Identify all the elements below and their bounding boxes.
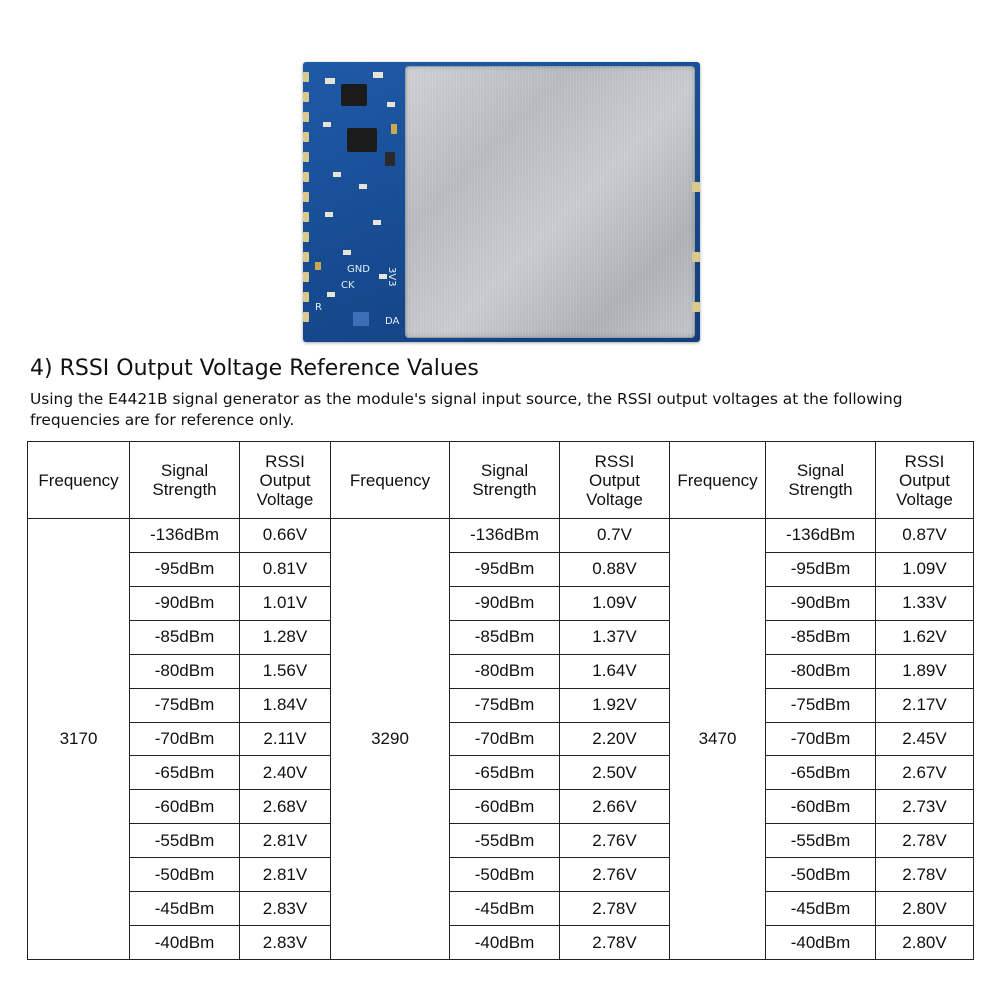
signal-strength-cell: -80dBm bbox=[130, 654, 240, 688]
table-row bbox=[28, 552, 974, 586]
signal-strength-cell: -65dBm bbox=[450, 756, 560, 790]
signal-strength-cell: -90dBm bbox=[450, 586, 560, 620]
rssi-voltage-cell: 2.50V bbox=[560, 756, 670, 790]
rssi-voltage-cell: 1.33V bbox=[876, 586, 974, 620]
header-signal-strength: Signal Strength bbox=[130, 442, 240, 519]
rssi-voltage-cell: 2.76V bbox=[560, 824, 670, 858]
signal-strength-cell: -70dBm bbox=[766, 722, 876, 756]
signal-strength-cell: -85dBm bbox=[130, 620, 240, 654]
rssi-voltage-cell: 1.37V bbox=[560, 620, 670, 654]
rssi-voltage-cell: 2.78V bbox=[876, 858, 974, 892]
frequency-cell: 3290 bbox=[331, 519, 450, 960]
signal-strength-cell: -50dBm bbox=[130, 858, 240, 892]
signal-strength-cell: -60dBm bbox=[766, 790, 876, 824]
rssi-voltage-cell: 2.45V bbox=[876, 722, 974, 756]
table-header bbox=[28, 442, 974, 519]
rssi-voltage-cell: 2.78V bbox=[560, 892, 670, 926]
signal-strength-cell: -75dBm bbox=[130, 688, 240, 722]
table-row bbox=[28, 858, 974, 892]
rssi-voltage-cell: 0.7V bbox=[560, 519, 670, 553]
signal-strength-cell: -55dBm bbox=[766, 824, 876, 858]
signal-strength-cell: -60dBm bbox=[450, 790, 560, 824]
rssi-voltage-cell: 1.01V bbox=[240, 586, 331, 620]
signal-strength-cell: -45dBm bbox=[450, 892, 560, 926]
signal-strength-cell: -136dBm bbox=[766, 519, 876, 553]
rssi-voltage-cell: 1.28V bbox=[240, 620, 331, 654]
signal-strength-cell: -75dBm bbox=[450, 688, 560, 722]
table-row bbox=[28, 519, 974, 553]
table-row bbox=[28, 722, 974, 756]
rssi-voltage-cell: 2.67V bbox=[876, 756, 974, 790]
svg-text:R: R bbox=[315, 302, 322, 313]
signal-strength-cell: -136dBm bbox=[130, 519, 240, 553]
rssi-voltage-cell: 2.80V bbox=[876, 926, 974, 960]
frequency-cell: 3470 bbox=[670, 519, 766, 960]
header-row bbox=[28, 442, 974, 519]
rssi-voltage-cell: 2.73V bbox=[876, 790, 974, 824]
header-rssi-output-voltage: RSSI Output Voltage bbox=[876, 442, 974, 519]
signal-strength-cell: -65dBm bbox=[130, 756, 240, 790]
signal-strength-cell: -90dBm bbox=[766, 586, 876, 620]
rssi-voltage-cell: 2.83V bbox=[240, 926, 331, 960]
header-signal-strength: Signal Strength bbox=[766, 442, 876, 519]
header-rssi-output-voltage: RSSI Output Voltage bbox=[560, 442, 670, 519]
signal-strength-cell: -85dBm bbox=[766, 620, 876, 654]
svg-text:DA: DA bbox=[385, 316, 400, 327]
table-row bbox=[28, 926, 974, 960]
pcb-components-area bbox=[303, 62, 403, 342]
signal-strength-cell: -40dBm bbox=[766, 926, 876, 960]
rssi-voltage-cell: 1.84V bbox=[240, 688, 331, 722]
rssi-voltage-cell: 2.80V bbox=[876, 892, 974, 926]
signal-strength-cell: -60dBm bbox=[130, 790, 240, 824]
signal-strength-cell: -45dBm bbox=[130, 892, 240, 926]
header-frequency: Frequency bbox=[331, 442, 450, 519]
rssi-voltage-cell: 1.09V bbox=[876, 552, 974, 586]
signal-strength-cell: -55dBm bbox=[130, 824, 240, 858]
signal-strength-cell: -50dBm bbox=[766, 858, 876, 892]
table-row bbox=[28, 790, 974, 824]
module-photo bbox=[303, 62, 700, 342]
signal-strength-cell: -70dBm bbox=[450, 722, 560, 756]
table-row bbox=[28, 756, 974, 790]
rssi-voltage-cell: 1.09V bbox=[560, 586, 670, 620]
table-row bbox=[28, 654, 974, 688]
rssi-voltage-cell: 1.62V bbox=[876, 620, 974, 654]
header-rssi-output-voltage: RSSI Output Voltage bbox=[240, 442, 331, 519]
rssi-voltage-cell: 1.89V bbox=[876, 654, 974, 688]
signal-strength-cell: -55dBm bbox=[450, 824, 560, 858]
frequency-cell: 3170 bbox=[28, 519, 130, 960]
signal-strength-cell: -90dBm bbox=[130, 586, 240, 620]
rssi-voltage-cell: 2.66V bbox=[560, 790, 670, 824]
svg-text:GND: GND bbox=[347, 264, 370, 275]
rssi-reference-table bbox=[27, 441, 974, 960]
rssi-voltage-cell: 2.81V bbox=[240, 858, 331, 892]
signal-strength-cell: -75dBm bbox=[766, 688, 876, 722]
table-row bbox=[28, 688, 974, 722]
signal-strength-cell: -40dBm bbox=[450, 926, 560, 960]
signal-strength-cell: -70dBm bbox=[130, 722, 240, 756]
rssi-voltage-cell: 1.64V bbox=[560, 654, 670, 688]
signal-strength-cell: -50dBm bbox=[450, 858, 560, 892]
rssi-voltage-cell: 2.81V bbox=[240, 824, 331, 858]
edge-pad bbox=[692, 182, 700, 192]
header-frequency: Frequency bbox=[670, 442, 766, 519]
rssi-voltage-cell: 2.11V bbox=[240, 722, 331, 756]
rssi-voltage-cell: 1.92V bbox=[560, 688, 670, 722]
section-title: 4) RSSI Output Voltage Reference Values bbox=[30, 356, 479, 381]
header-signal-strength: Signal Strength bbox=[450, 442, 560, 519]
rssi-voltage-cell: 2.68V bbox=[240, 790, 331, 824]
table-row bbox=[28, 620, 974, 654]
rssi-voltage-cell: 2.78V bbox=[876, 824, 974, 858]
signal-strength-cell: -85dBm bbox=[450, 620, 560, 654]
rssi-voltage-cell: 2.20V bbox=[560, 722, 670, 756]
signal-strength-cell: -80dBm bbox=[766, 654, 876, 688]
table-row bbox=[28, 892, 974, 926]
signal-strength-cell: -95dBm bbox=[766, 552, 876, 586]
signal-strength-cell: -45dBm bbox=[766, 892, 876, 926]
table-row bbox=[28, 824, 974, 858]
rssi-voltage-cell: 0.87V bbox=[876, 519, 974, 553]
signal-strength-cell: -136dBm bbox=[450, 519, 560, 553]
rssi-voltage-cell: 2.78V bbox=[560, 926, 670, 960]
table-row bbox=[28, 586, 974, 620]
signal-strength-cell: -95dBm bbox=[450, 552, 560, 586]
table-body bbox=[28, 519, 974, 960]
rssi-voltage-cell: 2.83V bbox=[240, 892, 331, 926]
rssi-voltage-cell: 2.40V bbox=[240, 756, 331, 790]
signal-strength-cell: -40dBm bbox=[130, 926, 240, 960]
signal-strength-cell: -65dBm bbox=[766, 756, 876, 790]
svg-text:3V3: 3V3 bbox=[386, 267, 397, 287]
rssi-voltage-cell: 2.76V bbox=[560, 858, 670, 892]
edge-pad bbox=[692, 302, 700, 312]
rssi-voltage-cell: 0.88V bbox=[560, 552, 670, 586]
description-text: Using the E4421B signal generator as the module's signal input source, the RSSI output voltages at the following frequencies are for reference only. bbox=[30, 390, 903, 429]
rssi-voltage-cell: 2.17V bbox=[876, 688, 974, 722]
svg-text:CK: CK bbox=[341, 280, 355, 291]
signal-strength-cell: -95dBm bbox=[130, 552, 240, 586]
header-frequency: Frequency bbox=[28, 442, 130, 519]
rssi-voltage-cell: 0.66V bbox=[240, 519, 331, 553]
signal-strength-cell: -80dBm bbox=[450, 654, 560, 688]
rssi-voltage-cell: 1.56V bbox=[240, 654, 331, 688]
rssi-voltage-cell: 0.81V bbox=[240, 552, 331, 586]
rf-shield-can bbox=[405, 66, 695, 338]
edge-pad bbox=[692, 252, 700, 262]
